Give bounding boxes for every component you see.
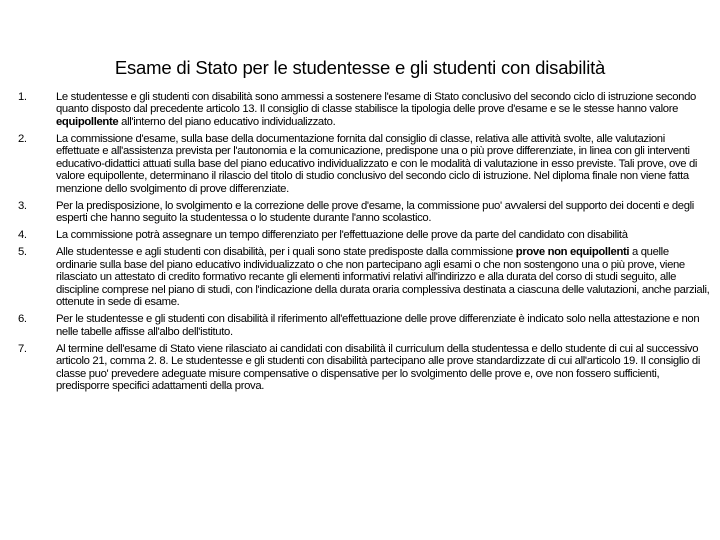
page-title: Esame di Stato per le studentesse e gli studenti con disabilità [114, 57, 606, 78]
text-segment: Al termine dell'esame di Stato viene rilasciato ai candidati con disabilità il curriculum della studentessa e dello studente di cui al successivo articolo 21, comma 2. 8. Le studentesse e gli studenti con disabilità partecipano alle prove standardizzate di cui all'articolo 19. Il consiglio di classe puo' prevedere adeguate misure compensative o dispensative per lo svolgimento delle prove e, ove non fossero sufficienti, predisporre specifici adattamenti della prova. [56, 342, 700, 393]
item-text [56, 133, 710, 195]
item-text [56, 200, 710, 225]
list-item [18, 246, 710, 308]
list-item [18, 91, 710, 128]
item-number: 2. [18, 132, 27, 145]
text-segment: Per la predisposizione, lo svolgimento e la correzione delle prove d'esame, la commissione puo' avvalersi del supporto dei docenti e degli esperti che hanno seguito la studentessa o lo studente durante l'anno scolastico. [56, 199, 694, 225]
text-segment: a quelle ordinarie sulla base del piano educativo individualizzato o che non partecipano agli esami o che non sostengono una o più prove, viene rilasciato un attestato di credito formativo recante gli elementi informativi relativi all'indirizzo e alla durata del corso di studi seguito, alle discipline comprese nel piano di studi, con l'indicazione della durata oraria complessiva destinata a ciascuna delle valutazioni, anche parziali, ottenute in sede di esame. [56, 246, 710, 309]
item-number: 6. [18, 313, 27, 326]
item-text [56, 91, 710, 128]
list-item [18, 200, 710, 225]
item-text [56, 343, 710, 393]
item-text [56, 229, 710, 241]
text-segment: Alle studentesse e agli studenti con disabilità, per i quali sono state predisposte dalla commissione [56, 246, 516, 259]
item-text [56, 313, 710, 338]
bold-text: prove non equipollenti [515, 246, 630, 259]
item-number: 7. [18, 342, 27, 355]
list-item [18, 343, 710, 393]
list-item [18, 229, 710, 241]
list-item [18, 133, 710, 195]
text-segment: La commissione d'esame, sulla base della documentazione fornita dal consiglio di classe, relativa alle attività svolte, alle valutazioni effettuate e all'assistenza prevista per l'autonomia e la comunicazione, predispone una o più prove differenziate, in linea con gli interventi educativo-didattici attuati sulla base del piano educativo individualizzato e con le modalità di valutazione in esso previste. Tali prove, ove di valore equipollente, determinano il rilascio del titolo di studio conclusivo del secondo ciclo di istruzione. Nel diploma finale non viene fatta menzione dello svolgimento di prove differenziate. [56, 132, 698, 195]
text-segment: Per le studentesse e gli studenti con disabilità il riferimento all'effettuazione delle prove differenziate è indicato solo nella attestazione e non nelle tabelle affisse all'albo dell'istituto. [56, 313, 700, 338]
text-segment: Le studentesse e gli studenti con disabilità sono ammessi a sostenere l'esame di Stato conclusivo del secondo ciclo di istruzione secondo quanto disposto dal precedente articolo 13. Il consiglio di classe stabilisce la tipologia delle prove d'esame e se le stesse hanno valore [56, 91, 696, 116]
text-segment: all'interno del piano educativo individualizzato. [118, 115, 336, 128]
item-number: 1. [18, 91, 27, 103]
bold-text: equipollente [56, 115, 119, 128]
article-list [18, 91, 710, 397]
list-item [18, 313, 710, 338]
item-number: 5. [18, 246, 27, 259]
item-number: 3. [18, 199, 27, 212]
text-segment: La commissione potrà assegnare un tempo differenziato per l'effettuazione delle prove da parte del candidato con disabilità [56, 229, 628, 242]
item-text [56, 246, 710, 308]
item-number: 4. [18, 229, 27, 242]
